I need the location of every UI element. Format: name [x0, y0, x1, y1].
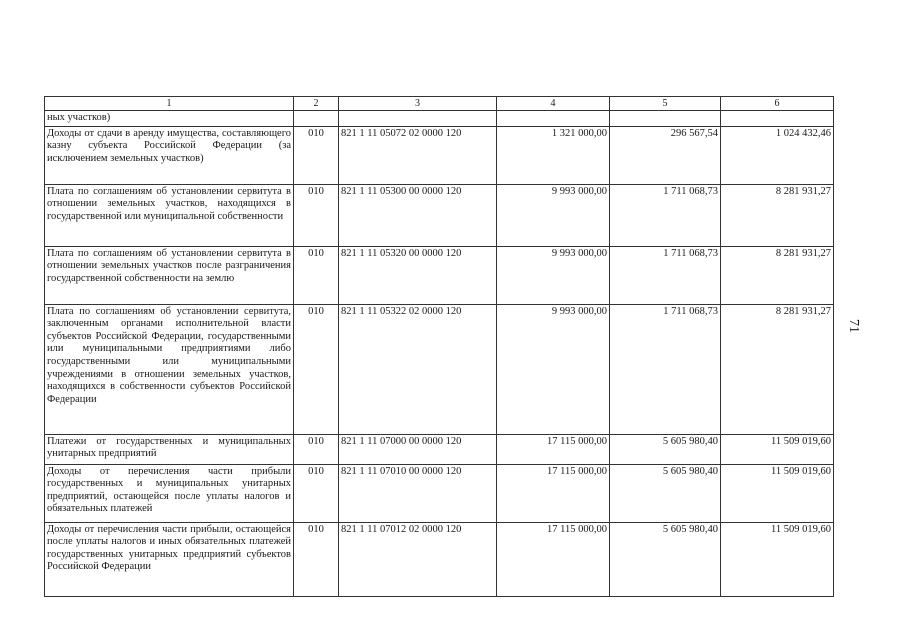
- cell-empty: [294, 111, 339, 127]
- budget-classification-code: 821 1 11 07012 02 0000 120: [339, 522, 497, 596]
- income-name: Плата по соглашениям об установлении сервитута в отношении земельных участков, находящихся в государственной или муниципальной собственности: [45, 184, 294, 246]
- budget-classification-code: 821 1 11 05320 00 0000 120: [339, 246, 497, 304]
- table-row: [45, 184, 834, 246]
- executed-amount: 5 605 980,40: [610, 434, 721, 464]
- cell-empty: [339, 111, 497, 127]
- executed-amount: 1 711 068,73: [610, 246, 721, 304]
- approved-amount: 17 115 000,00: [497, 434, 610, 464]
- table-row: [45, 464, 834, 522]
- header-col-5: 5: [610, 97, 721, 111]
- approved-amount: 17 115 000,00: [497, 522, 610, 596]
- executed-amount: 296 567,54: [610, 126, 721, 184]
- line-code: 010: [294, 304, 339, 434]
- header-col-1: 1: [45, 97, 294, 111]
- unexecuted-amount: 1 024 432,46: [721, 126, 834, 184]
- header-col-4: 4: [497, 97, 610, 111]
- income-name: Доходы от перечисления части прибыли государственных и муниципальных унитарных предприятий, остающейся после уплаты налогов и обязательных платежей: [45, 464, 294, 522]
- executed-amount: 5 605 980,40: [610, 522, 721, 596]
- unexecuted-amount: 11 509 019,60: [721, 464, 834, 522]
- table-row: [45, 522, 834, 596]
- line-code: 010: [294, 246, 339, 304]
- table-row: [45, 304, 834, 434]
- budget-classification-code: 821 1 11 07000 00 0000 120: [339, 434, 497, 464]
- cell-empty: [497, 111, 610, 127]
- unexecuted-amount: 11 509 019,60: [721, 434, 834, 464]
- approved-amount: 1 321 000,00: [497, 126, 610, 184]
- table-row: [45, 434, 834, 464]
- page-number: 71: [846, 319, 861, 333]
- unexecuted-amount: 8 281 931,27: [721, 246, 834, 304]
- income-name: Плата по соглашениям об установлении сервитута, заключенным органами исполнительной власти субъектов Российской Федерации, государственными или муниципальными предприятиями либо государственными или муниципальными учреждениями в отношении земельных участков, находящихся в собственности субъектов Российской Федерации: [45, 304, 294, 434]
- header-col-3: 3: [339, 97, 497, 111]
- cell-empty: [610, 111, 721, 127]
- budget-classification-code: 821 1 11 05072 02 0000 120: [339, 126, 497, 184]
- line-code: 010: [294, 464, 339, 522]
- approved-amount: 9 993 000,00: [497, 304, 610, 434]
- unexecuted-amount: 8 281 931,27: [721, 184, 834, 246]
- line-code: 010: [294, 522, 339, 596]
- line-code: 010: [294, 434, 339, 464]
- table-row: [45, 246, 834, 304]
- income-name: Доходы от сдачи в аренду имущества, составляющего казну субъекта Российской Федерации (за исключением земельных участков): [45, 126, 294, 184]
- approved-amount: 9 993 000,00: [497, 184, 610, 246]
- table-header: [45, 97, 834, 111]
- header-col-2: 2: [294, 97, 339, 111]
- header-row: [45, 97, 834, 111]
- table-row: [45, 126, 834, 184]
- income-name: Доходы от перечисления части прибыли, остающейся после уплаты налогов и иных обязательных платежей государственных унитарных предприятий субъектов Российской Федерации: [45, 522, 294, 596]
- budget-table: [44, 96, 834, 597]
- approved-amount: 17 115 000,00: [497, 464, 610, 522]
- line-code: 010: [294, 184, 339, 246]
- executed-amount: 1 711 068,73: [610, 184, 721, 246]
- budget-classification-code: 821 1 11 07010 00 0000 120: [339, 464, 497, 522]
- unexecuted-amount: 11 509 019,60: [721, 522, 834, 596]
- line-code: 010: [294, 126, 339, 184]
- budget-classification-code: 821 1 11 05300 00 0000 120: [339, 184, 497, 246]
- income-name: Платежи от государственных и муниципальных унитарных предприятий: [45, 434, 294, 464]
- executed-amount: 1 711 068,73: [610, 304, 721, 434]
- cell-empty: [721, 111, 834, 127]
- table-body: [45, 111, 834, 597]
- approved-amount: 9 993 000,00: [497, 246, 610, 304]
- header-col-6: 6: [721, 97, 834, 111]
- continuation-text: ных участков): [45, 111, 294, 127]
- budget-classification-code: 821 1 11 05322 02 0000 120: [339, 304, 497, 434]
- income-name: Плата по соглашениям об установлении сервитута в отношении земельных участков после разграничения государственной собственности на землю: [45, 246, 294, 304]
- continuation-row: [45, 111, 834, 127]
- executed-amount: 5 605 980,40: [610, 464, 721, 522]
- unexecuted-amount: 8 281 931,27: [721, 304, 834, 434]
